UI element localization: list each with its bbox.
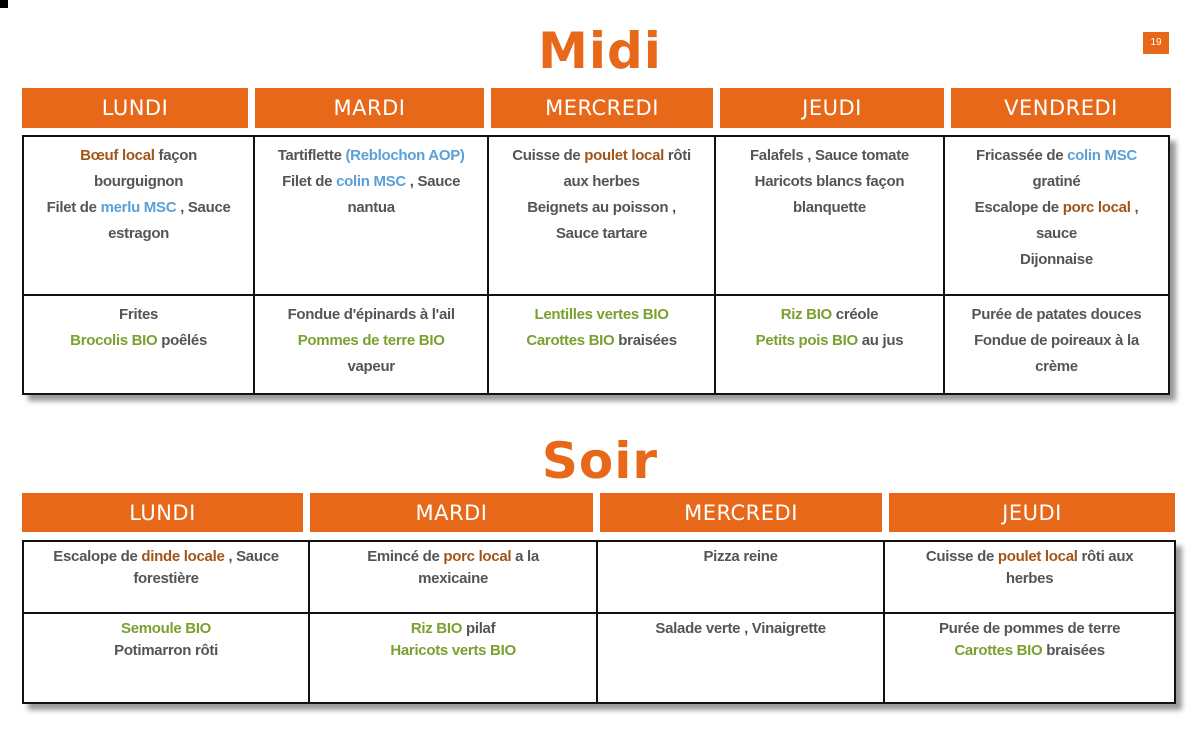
midi-header-mardi: MARDI [255,88,484,128]
menu-line [26,328,251,354]
menu-text: crème [1035,358,1078,375]
midi-row-side [23,295,1169,394]
menu-text: braisées [614,332,677,349]
menu-line [718,328,941,354]
menu-line [718,302,941,328]
soir-cell-jeudi [884,541,1175,613]
menu-line [312,568,594,590]
menu-line [491,143,712,169]
midi-menu-table [22,135,1170,395]
menu-text: Haricots verts BIO [390,642,516,659]
menu-text: Emincé de [367,548,444,565]
menu-text: pilaf [462,620,496,637]
menu-line [887,618,1172,640]
menu-text: colin MSC [336,173,406,190]
menu-text: porc local [443,548,512,565]
midi-cell-jeudi [715,136,944,295]
soir-row-main [23,541,1175,613]
menu-line [491,328,712,354]
menu-text: , [1130,199,1139,216]
menu-text: braisées [1042,642,1105,659]
menu-text: nantua [347,199,395,216]
menu-line [312,640,594,662]
menu-text: Purée de patates douces [971,306,1142,323]
menu-text: Riz BIO [410,620,463,637]
menu-line [947,221,1166,247]
menu-text: Carottes BIO [954,642,1043,659]
midi-cell-lundi [23,136,254,295]
menu-line [947,247,1166,273]
soir-cell-lundi [23,541,309,613]
menu-text: sauce [1035,225,1077,242]
menu-line [491,195,712,221]
menu-text: Haricots blancs façon [754,173,905,190]
menu-text: a la [511,548,539,565]
menu-text: Riz BIO [780,306,832,323]
menu-line [26,568,306,590]
midi-day-headers [22,88,1171,128]
menu-line [257,169,485,195]
soir-cell-lundi [23,613,309,703]
menu-text: Petits pois BIO [755,332,858,349]
menu-text: herbes [1005,570,1054,587]
menu-line [26,302,251,328]
menu-line [947,195,1166,221]
menu-line [26,640,306,662]
soir-header-lundi: LUNDI [22,493,303,532]
menu-text: merlu MSC [100,199,177,216]
menu-line [312,618,594,640]
menu-text: porc local [1062,199,1131,216]
soir-header-mercredi: MERCREDI [600,493,882,532]
menu-line [26,221,251,247]
soir-menu-table [22,540,1176,704]
menu-line [947,354,1166,380]
menu-line [26,143,251,169]
menu-line [26,195,251,221]
midi-cell-mercredi [488,136,715,295]
menu-text: rôti aux [1077,548,1134,565]
midi-title: Midi [538,22,662,80]
menu-text: Semoule BIO [121,620,212,637]
menu-text: créole [831,306,879,323]
midi-row-main [23,136,1169,295]
menu-text: Cuisse de [925,548,998,565]
menu-line [887,568,1172,590]
soir-header-mardi: MARDI [310,493,593,532]
menu-text: rôti [664,147,691,164]
menu-text: Bœuf local [80,147,155,164]
menu-text: Pizza reine [703,548,778,565]
menu-text: , Sauce [405,173,461,190]
midi-cell-vendredi [944,136,1169,295]
menu-line [257,143,485,169]
menu-text: poulet local [997,548,1078,565]
menu-text: Potimarron rôti [114,642,218,659]
menu-text: blanquette [793,199,866,216]
menu-line [947,143,1166,169]
midi-cell-vendredi [944,295,1169,394]
menu-text: forestière [133,570,199,587]
soir-cell-jeudi [884,613,1175,703]
menu-text: Filet de [282,173,337,190]
soir-header-jeudi: JEUDI [889,493,1175,532]
menu-line [718,169,941,195]
menu-line [257,354,485,380]
menu-text: , Sauce [176,199,231,216]
soir-day-headers [22,493,1175,532]
menu-text: Frites [119,306,159,323]
menu-text: Salade verte , Vinaigrette [655,620,826,637]
menu-text: Escalope de [974,199,1063,216]
menu-text: vapeur [347,358,395,375]
menu-text: Tartiflette [277,147,346,164]
soir-row-side [23,613,1175,703]
menu-line [257,195,485,221]
page-number-badge: 19 [1143,32,1169,54]
menu-line [947,302,1166,328]
menu-text: colin MSC [1067,147,1137,164]
menu-line [947,328,1166,354]
menu-line [257,328,485,354]
menu-text: dinde locale [141,548,225,565]
menu-text: mexicaine [418,570,488,587]
menu-line [257,302,485,328]
midi-cell-mardi [254,136,488,295]
midi-header-jeudi: JEUDI [720,88,944,128]
menu-text: au jus [857,332,904,349]
menu-text: Lentilles vertes BIO [534,306,669,323]
midi-cell-mardi [254,295,488,394]
menu-text: aux herbes [563,173,640,190]
menu-text: Fondue d'épinards à l'ail [287,306,455,323]
menu-line [600,618,881,640]
menu-line [600,546,881,568]
menu-text: Escalope de [53,548,142,565]
menu-text: Beignets au poisson , [527,199,676,216]
menu-text: (Reblochon AOP) [345,147,465,164]
menu-text: Dijonnaise [1020,251,1093,268]
menu-line [718,143,941,169]
midi-cell-lundi [23,295,254,394]
menu-text: gratiné [1032,173,1081,190]
menu-line [491,302,712,328]
menu-line [26,546,306,568]
menu-line [26,169,251,195]
midi-header-mercredi: MERCREDI [491,88,713,128]
soir-cell-mercredi [597,613,884,703]
menu-line [491,221,712,247]
menu-text: , Sauce [224,548,279,565]
menu-text: Fondue de poireaux à la [974,332,1139,349]
menu-text: Filet de [46,199,101,216]
menu-text: Cuisse de [512,147,585,164]
menu-text: poulet local [584,147,665,164]
midi-header-lundi: LUNDI [22,88,248,128]
soir-cell-mardi [309,613,597,703]
menu-text: estragon [108,225,170,242]
menu-line [887,640,1172,662]
menu-line [312,546,594,568]
midi-cell-mercredi [488,295,715,394]
menu-text: Fricassée de [975,147,1068,164]
menu-text: Pommes de terre BIO [297,332,445,349]
menu-text: Brocolis BIO [70,332,158,349]
menu-text: façon [154,147,198,164]
menu-line [718,195,941,221]
soir-title: Soir [541,432,659,490]
soir-cell-mardi [309,541,597,613]
menu-text: Purée de pommes de terre [938,620,1121,637]
soir-cell-mercredi [597,541,884,613]
menu-text: Carottes BIO [526,332,615,349]
menu-line [491,169,712,195]
menu-line [887,546,1172,568]
menu-line [947,169,1166,195]
midi-cell-jeudi [715,295,944,394]
menu-text: bourguignon [93,173,184,190]
midi-header-vendredi: VENDREDI [951,88,1171,128]
menu-text: poêlés [157,332,207,349]
menu-text: Falafels , Sauce tomate [749,147,909,164]
corner-mark [0,0,8,8]
menu-text: Sauce tartare [555,225,648,242]
menu-line [26,618,306,640]
